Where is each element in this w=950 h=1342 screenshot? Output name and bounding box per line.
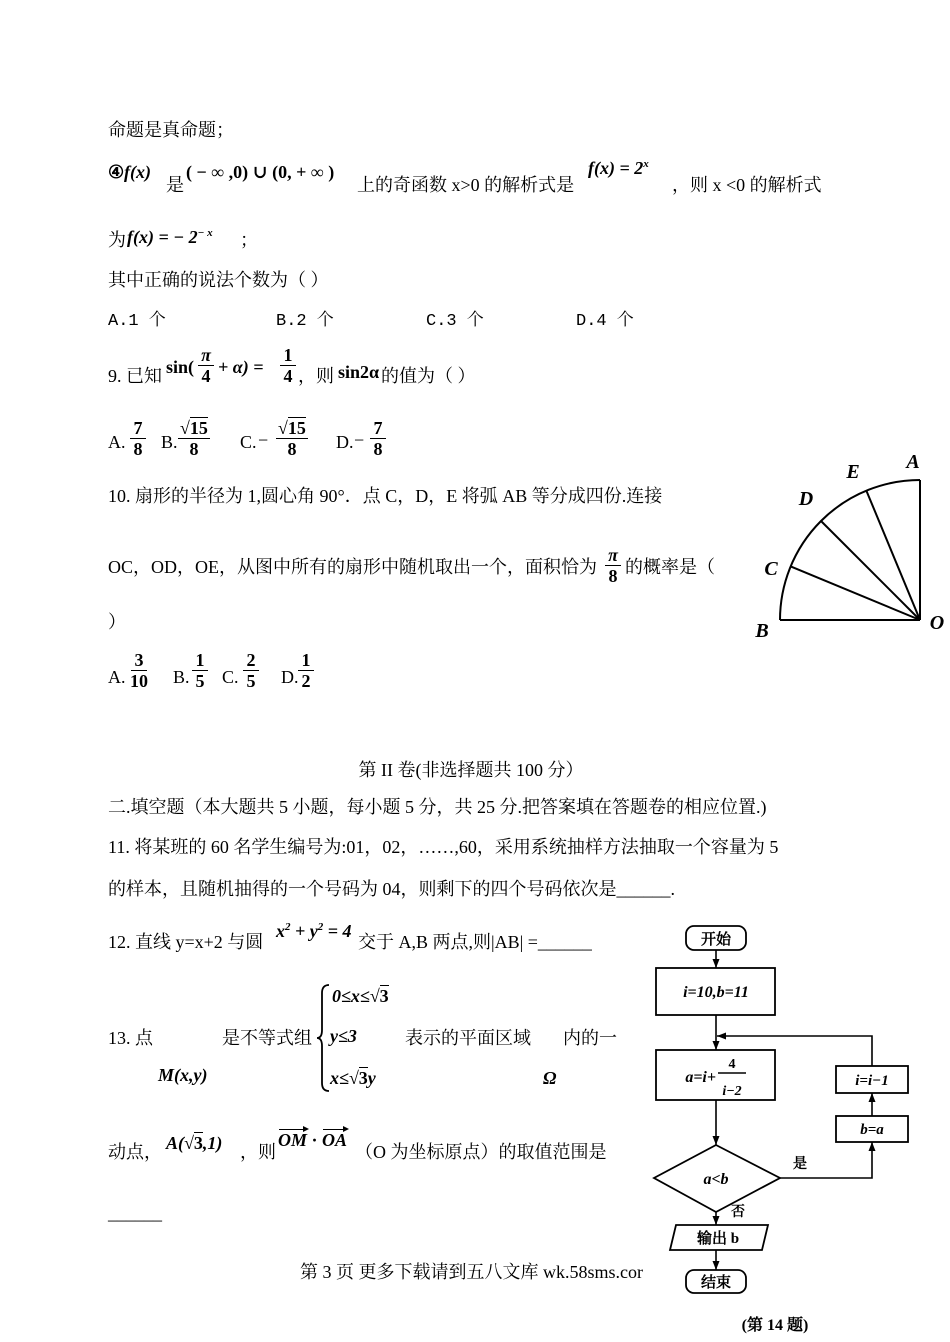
q10-option-a-label: A.: [108, 667, 126, 687]
flowchart: [640, 915, 940, 1335]
q8-option-c: C.3 个: [426, 312, 484, 331]
q13-region: 表示的平面区域: [405, 1028, 531, 1048]
q9-rhs-fraction: [280, 346, 296, 385]
assign-numerator: 4: [728, 1057, 736, 1072]
page-footer: 第 3 页 更多下载请到五八文库 wk.58sms.cor: [300, 1262, 643, 1282]
q13-point-a-lead: A(√: [166, 1133, 194, 1153]
part2-title: 第 II 卷(非选择题共 100 分）: [358, 760, 584, 780]
q13-point-a-radicand: 3: [193, 1133, 203, 1153]
q9-angle-denominator: 4: [201, 366, 211, 386]
q13-omega: Ω: [543, 1068, 557, 1088]
q9-option-d-sign: −: [354, 430, 365, 450]
q9-rhs-denominator: 4: [283, 366, 293, 386]
q8-item4-formula-base: f(x) = 2: [588, 158, 644, 178]
q9-option-a-fraction: [130, 419, 146, 458]
update-b-label: b=a: [860, 1122, 884, 1138]
q9-option-d-numerator: 7: [370, 419, 386, 439]
q9-option-b-numerator: [178, 419, 210, 439]
q13-system-line1-radicand: 3: [379, 986, 389, 1006]
q8-item4-domain: ( − ∞ ,0) ∪ (0, + ∞ ): [186, 162, 335, 182]
q10-area-fraction: [605, 546, 621, 585]
label-a: A: [906, 451, 920, 473]
q9-option-c-label: C.: [240, 432, 257, 452]
q12-eq-y: + y: [290, 921, 318, 941]
label-c: C: [764, 558, 778, 580]
q10-option-a-fraction: [130, 651, 148, 690]
q12-circle-equation: [276, 922, 352, 940]
q9-option-c-denominator: 8: [287, 439, 297, 459]
q13-system-line3: [330, 1069, 376, 1087]
q8-option-d: D.4 个: [576, 312, 634, 331]
condition-label: a<b: [703, 1171, 729, 1188]
q13-mid: 是不等式组: [222, 1028, 312, 1048]
q10-line2: OC，OD，OE，从图中所有的扇形中随机取出一个，面积恰为: [108, 557, 597, 577]
q10-option-d-denominator: 2: [301, 671, 311, 691]
q9-option-c-numerator: [276, 419, 308, 439]
update-i-label: i=i−1: [855, 1073, 889, 1089]
q8-line3-formula-base: f(x) = − 2: [127, 227, 198, 247]
no-label: 否: [731, 1205, 745, 1220]
q10-option-b-fraction: [192, 651, 208, 690]
q13-system-line3-radicand: 3: [358, 1068, 368, 1088]
q9-option-c-radical: √: [278, 418, 288, 438]
q9-angle-numerator: π: [198, 346, 214, 366]
q9-option-b-radicand: 15: [189, 418, 208, 438]
q10-option-c-label: C.: [222, 667, 239, 687]
q8-item4-formula: [588, 159, 649, 177]
q13-system-line2: y≤3: [330, 1026, 357, 1046]
output-label: 输出 b: [696, 1231, 740, 1247]
q10-option-d-label: D.: [281, 667, 299, 687]
q10-option-b-numerator: 1: [192, 651, 208, 671]
q9-angle-fraction: [198, 346, 214, 385]
q9-option-b-denominator: 8: [189, 439, 199, 459]
vector-oa: OA: [322, 1130, 348, 1150]
q13-system-line1: [332, 987, 389, 1005]
assign-denominator: i−2: [722, 1084, 742, 1099]
q8-line3-tail: ；: [240, 230, 258, 250]
q9-option-d-denominator: 8: [373, 439, 383, 459]
assign-prefix: a=i+: [685, 1069, 716, 1086]
yes-label: 是: [793, 1157, 807, 1172]
q13-prefix: 13. 点: [108, 1028, 153, 1048]
q10-option-a-denominator: 10: [130, 671, 148, 691]
q13-connector: ，则: [240, 1142, 276, 1162]
q10-option-c-denominator: 5: [246, 671, 256, 691]
init-label: i=10,b=11: [683, 984, 749, 1001]
q12-eq-rhs: = 4: [323, 921, 352, 941]
brace-path: [317, 985, 329, 1091]
q9-option-c-sign: −: [258, 430, 269, 450]
radius-od: [821, 521, 920, 620]
q9-rhs-numerator: 1: [280, 346, 296, 366]
q8-item4-tail: ，则 x <0 的解析式: [672, 175, 822, 195]
q13-suffix: 内的一: [563, 1028, 617, 1048]
q11-line2: 的样本，且随机抽得的一个号码为 04，则剩下的四个号码依次是______.: [108, 879, 675, 899]
q9-option-b-label: B.: [161, 432, 178, 452]
flowchart-caption: (第 14 题): [741, 1317, 809, 1334]
q10-option-b-denominator: 5: [195, 671, 205, 691]
q8-item4-formula-exponent: x: [643, 158, 649, 170]
q13-dot-product: [278, 1131, 347, 1149]
part2-heading: 二.填空题（本大题共 5 小题，每小题 5 分，共 25 分.把答案填在答题卷的相应位置.): [108, 797, 767, 817]
q9-option-c-radicand: 15: [287, 418, 306, 438]
q8-line3-formula-exponent: − x: [197, 227, 213, 239]
q8-item4-is: 是: [166, 175, 184, 195]
dot-operator: ·: [311, 1130, 318, 1150]
q8-question: 其中正确的说法个数为（ ）: [108, 270, 329, 290]
q8-line1: 命题是真命题；: [108, 120, 234, 140]
q13-point-m: M(x,y): [158, 1065, 208, 1085]
q12-suffix: 交于 A,B 两点,则|AB| =______: [358, 932, 592, 952]
q10-line1: 10. 扇形的半径为 1,圆心角 90°．点 C，D，E 将弧 AB 等分成四份.连接: [108, 486, 663, 506]
q9-connector: ，则: [298, 366, 334, 386]
q9-option-a-numerator: 7: [130, 419, 146, 439]
q10-line3: ）: [108, 612, 126, 632]
sector-figure: [740, 440, 950, 650]
q13-system-line3-tail: y: [367, 1068, 376, 1088]
q11-line1: 11. 将某班的 60 名学生编号为:01，02，……,60，采用系统抽样方法抽取一个容量为 5: [108, 837, 779, 857]
q12-eq-x: x: [276, 921, 285, 941]
q9-option-c-fraction: [276, 419, 308, 458]
q10-option-d-numerator: 1: [298, 651, 314, 671]
q13-system-line1-lead: 0≤x≤√: [332, 986, 380, 1006]
q12-eq-y-exponent: 2: [317, 921, 324, 933]
label-d: D: [798, 488, 814, 510]
q8-item4-marker: ④: [108, 162, 125, 182]
q13-point-a-tail: ,1): [202, 1133, 223, 1153]
q9-target: sin2α: [338, 362, 380, 382]
q13-system-line3-lead: x≤√: [330, 1068, 359, 1088]
label-b: B: [755, 620, 769, 642]
q8-option-b: B.2 个: [276, 312, 334, 331]
q12-eq-x-exponent: 2: [285, 921, 291, 933]
q10-option-d-fraction: [298, 651, 314, 690]
q13-answer-blank: ______: [108, 1203, 162, 1223]
vector-om: OM: [278, 1130, 308, 1150]
q9-option-a-label: A.: [108, 432, 126, 452]
q8-item4-function: f(x): [124, 162, 151, 182]
q13-line2-suffix: （O 为坐标原点）的取值范围是: [355, 1142, 607, 1162]
q8-option-a: A.1 个: [108, 312, 166, 331]
q9-option-a-denominator: 8: [133, 439, 143, 459]
q8-line3-prefix: 为: [108, 230, 126, 250]
q12-prefix: 12. 直线 y=x+2 与圆: [108, 932, 264, 952]
q10-option-b-label: B.: [173, 667, 190, 687]
q10-option-c-numerator: 2: [243, 651, 259, 671]
q9-sin-close: + α) =: [218, 357, 264, 377]
q8-line3-formula: [127, 228, 213, 246]
q10-area-denominator: 8: [608, 566, 618, 586]
q10-option-a-numerator: 3: [131, 651, 147, 671]
label-o: O: [929, 612, 945, 634]
q10-line2-tail: 的概率是（: [625, 557, 715, 577]
end-label: 结束: [700, 1275, 732, 1291]
q9-stem-suffix: 的值为（ ）: [381, 366, 476, 386]
q9-option-d-label: D.: [336, 432, 354, 452]
start-label: 开始: [700, 932, 732, 948]
q10-option-c-fraction: [243, 651, 259, 690]
label-e: E: [846, 461, 860, 483]
q9-option-d-fraction: [370, 419, 386, 458]
q9-stem-prefix: 9. 已知: [108, 366, 162, 386]
q13-line2-prefix: 动点，: [108, 1142, 162, 1162]
q9-sin-open: sin(: [166, 357, 195, 377]
q8-item4-mid-text: 上的奇函数 x>0 的解析式是: [357, 175, 575, 195]
q13-point-a: [166, 1134, 222, 1152]
q9-option-b-radical: √: [180, 418, 190, 438]
q10-area-numerator: π: [605, 546, 621, 566]
q9-option-b-fraction: [178, 419, 210, 458]
